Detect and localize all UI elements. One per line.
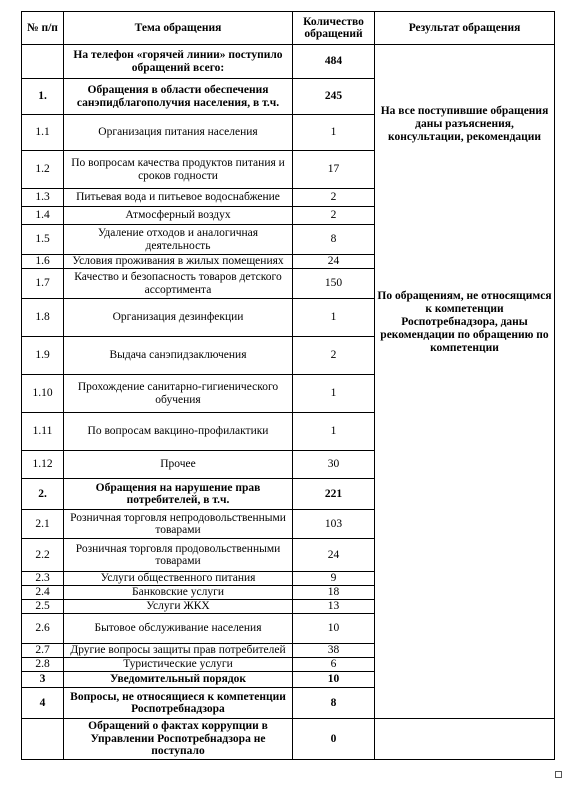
row-topic: Организация питания населения	[64, 115, 293, 151]
row-number: 1.12	[22, 451, 64, 479]
row-topic: Вопросы, не относящиеся к компетенции Роспотребнадзора	[64, 688, 293, 719]
row-count: 10	[293, 614, 375, 644]
row-count: 2	[293, 189, 375, 207]
header-num: № п/п	[22, 12, 64, 45]
row-number	[22, 45, 64, 79]
row-topic: По вопросам вакцино-профилактики	[64, 413, 293, 451]
row-count: 150	[293, 269, 375, 299]
row-number: 1.9	[22, 337, 64, 375]
row-number: 1.7	[22, 269, 64, 299]
hotline-report-table	[21, 11, 555, 760]
row-number: 2.4	[22, 586, 64, 600]
row-count: 1	[293, 375, 375, 413]
row-count: 103	[293, 510, 375, 539]
row-number: 2.	[22, 479, 64, 510]
header-result: Результат обращения	[375, 12, 555, 45]
row-number: 1.8	[22, 299, 64, 337]
row-count: 10	[293, 672, 375, 688]
row-topic: Другие вопросы защиты прав потребителей	[64, 644, 293, 658]
row-topic: Туристические услуги	[64, 658, 293, 672]
row-count: 13	[293, 600, 375, 614]
row-count: 1	[293, 115, 375, 151]
row-number: 2.3	[22, 572, 64, 586]
row-topic: Обращений о фактах коррупции в Управлении Роспотребнадзора не поступало	[64, 719, 293, 760]
row-topic: Атмосферный воздух	[64, 207, 293, 225]
row-number: 1.5	[22, 225, 64, 255]
row-count: 0	[293, 719, 375, 760]
row-number: 2.2	[22, 539, 64, 572]
row-count: 30	[293, 451, 375, 479]
row-number: 1.4	[22, 207, 64, 225]
row-number: 1.3	[22, 189, 64, 207]
row-topic: По вопросам качества продуктов питания и сроков годности	[64, 151, 293, 189]
row-topic: Условия проживания в жилых помещениях	[64, 255, 293, 269]
row-count: 1	[293, 299, 375, 337]
row-count: 221	[293, 479, 375, 510]
row-count: 8	[293, 688, 375, 719]
row-topic: Банковские услуги	[64, 586, 293, 600]
row-topic: Обращения на нарушение прав потребителей, в т.ч.	[64, 479, 293, 510]
header-count: Количество обращений	[293, 12, 375, 45]
row-number: 1.	[22, 79, 64, 115]
row-topic: Прохождение санитарно-гигиенического обучения	[64, 375, 293, 413]
row-number: 2.6	[22, 614, 64, 644]
row-count: 1	[293, 413, 375, 451]
row-count: 484	[293, 45, 375, 79]
row-topic: Розничная торговля непродовольственными товарами	[64, 510, 293, 539]
result-cell	[375, 45, 555, 719]
row-count: 245	[293, 79, 375, 115]
row-count: 24	[293, 255, 375, 269]
row-topic: Бытовое обслуживание населения	[64, 614, 293, 644]
row-topic: Услуги общественного питания	[64, 572, 293, 586]
row-topic: На телефон «горячей линии» поступило обращений всего:	[64, 45, 293, 79]
row-count: 38	[293, 644, 375, 658]
row-count: 8	[293, 225, 375, 255]
row-number: 2.5	[22, 600, 64, 614]
row-count: 6	[293, 658, 375, 672]
resize-handle[interactable]	[555, 771, 562, 778]
row-number: 1.1	[22, 115, 64, 151]
row-number: 3	[22, 672, 64, 688]
header-topic: Тема обращения	[64, 12, 293, 45]
row-number: 2.7	[22, 644, 64, 658]
row-topic: Выдача санэпидзаключения	[64, 337, 293, 375]
row-topic: Обращения в области обеспечения санэпидблагополучия населения, в т.ч.	[64, 79, 293, 115]
row-topic: Удаление отходов и аналогичная деятельность	[64, 225, 293, 255]
row-topic: Уведомительный порядок	[64, 672, 293, 688]
result-text-consultations: На все поступившие обращения даны разъяснения, консультации, рекомендации	[380, 105, 549, 143]
row-number: 1.10	[22, 375, 64, 413]
row-number: 1.2	[22, 151, 64, 189]
row-number: 2.1	[22, 510, 64, 539]
header-row	[22, 12, 555, 45]
row-topic: Качество и безопасность товаров детского ассортимента	[64, 269, 293, 299]
row-count: 24	[293, 539, 375, 572]
row-count: 9	[293, 572, 375, 586]
row-topic: Услуги ЖКХ	[64, 600, 293, 614]
row-number: 2.8	[22, 658, 64, 672]
row-count: 17	[293, 151, 375, 189]
row-count: 2	[293, 207, 375, 225]
table-row	[22, 45, 555, 79]
result-empty-cell	[375, 719, 555, 760]
row-number: 1.6	[22, 255, 64, 269]
row-topic: Розничная торговля продовольственными товарами	[64, 539, 293, 572]
row-count: 2	[293, 337, 375, 375]
row-number	[22, 719, 64, 760]
row-topic: Прочее	[64, 451, 293, 479]
row-topic: Питьевая вода и питьевое водоснабжение	[64, 189, 293, 207]
row-count: 18	[293, 586, 375, 600]
result-text-competence: По обращениям, не относящимся к компетенции Роспотребнадзора, даны рекомендации по обращению по компетенции	[377, 290, 552, 354]
table-row	[22, 719, 555, 760]
row-number: 4	[22, 688, 64, 719]
row-topic: Организация дезинфекции	[64, 299, 293, 337]
row-number: 1.11	[22, 413, 64, 451]
